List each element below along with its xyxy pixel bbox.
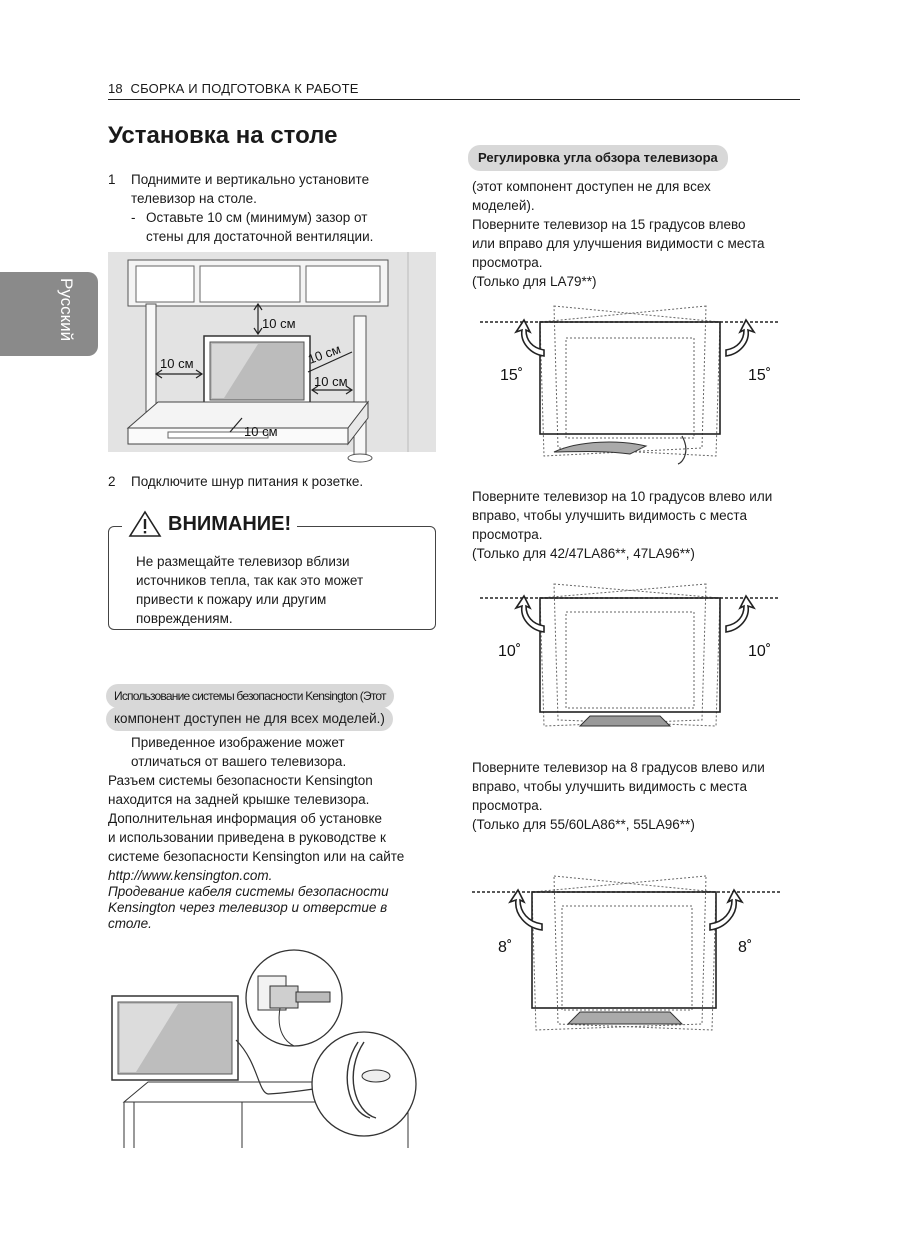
kensington-line: системе безопасности Kensington или на сайте xyxy=(108,849,405,864)
step-2-text: Подключите шнур питания к розетке. xyxy=(131,474,364,489)
intro-line: (Только для LA79**) xyxy=(472,274,597,289)
step-1-sub-line: Оставьте 10 см (минимум) зазор от xyxy=(146,210,368,225)
wall-shelf xyxy=(128,260,388,306)
intro-line: моделей). xyxy=(472,198,535,213)
intro-line: (этот компонент доступен не для всех xyxy=(472,179,711,194)
angle-diagram-15 xyxy=(470,290,790,470)
lock-detail-circle xyxy=(246,950,342,1046)
intro-line: Поверните телевизор на 15 градусов влево xyxy=(472,217,746,232)
kensington-line: Дополнительная информация об установке xyxy=(108,811,383,826)
warning-header xyxy=(122,510,297,538)
tv-outline xyxy=(532,892,716,1008)
tv-base-side xyxy=(678,436,686,464)
kensington-line: и использовании приведена в руководстве к xyxy=(108,830,386,845)
caption-line: Kensington через телевизор и отверстие в xyxy=(108,900,388,915)
installation-diagram xyxy=(108,252,436,468)
kensington-line: Приведенное изображение может xyxy=(131,735,345,750)
clearance-label-top: 10 см xyxy=(262,316,296,331)
step-1-number: 1 xyxy=(108,172,116,187)
rotated-outline xyxy=(532,876,716,1030)
warning-title: ВНИМАНИЕ! xyxy=(168,512,292,535)
warning-line: повреждениям. xyxy=(136,611,233,626)
kensington-note xyxy=(131,733,346,771)
para-line: просмотра. xyxy=(472,527,543,542)
angle-section-pill: Регулировка угла обзора телевизора xyxy=(468,145,728,171)
rotated-outline xyxy=(540,584,720,726)
angle-label-right: 15˚ xyxy=(748,367,772,384)
warning-icon xyxy=(128,510,162,538)
warning-line: источников тепла, так как это может xyxy=(136,573,364,588)
step-1-line: Поднимите и вертикально установите xyxy=(131,172,370,187)
para-line: (Только для 55/60LA86**, 55LA96**) xyxy=(472,817,695,832)
clearance-label-right: 10 см xyxy=(314,374,348,389)
tv-base xyxy=(554,442,646,454)
language-label: Русский xyxy=(57,278,76,342)
angle-label-right: 8˚ xyxy=(738,939,753,956)
step-1-sub-line: стены для достаточной вентиляции. xyxy=(146,229,374,244)
angle-para-8 xyxy=(472,758,765,834)
para-line: просмотра. xyxy=(472,798,543,813)
kensington-line: отличаться от вашего телевизора. xyxy=(131,754,347,769)
kensington-line: Разъем системы безопасности Kensington xyxy=(108,773,373,788)
tv-outline xyxy=(540,322,720,434)
kensington-body xyxy=(108,771,404,885)
page-title: Установка на столе xyxy=(108,122,338,149)
kensington-line: находится на задней крышке телевизора. xyxy=(108,792,370,807)
kensington-caption xyxy=(108,884,389,932)
angle-label-left: 8˚ xyxy=(498,939,513,956)
section-title: СБОРКА И ПОДГОТОВКА К РАБОТЕ xyxy=(130,81,359,96)
header-divider xyxy=(108,99,800,100)
para-line: (Только для 42/47LA86**, 47LA96**) xyxy=(472,546,695,561)
intro-line: или вправо для улучшения видимости с места xyxy=(472,236,765,251)
language-tab xyxy=(0,272,98,356)
step-1-line: телевизор на столе. xyxy=(131,191,257,206)
angle-para-10 xyxy=(472,487,772,563)
tv-base xyxy=(580,716,670,726)
warning-line: Не размещайте телевизор вблизи xyxy=(136,554,350,569)
warning-text xyxy=(136,552,363,628)
intro-line: просмотра. xyxy=(472,255,543,270)
warning-line: привести к пожару или другим xyxy=(136,592,327,607)
para-line: Поверните телевизор на 8 градусов влево или xyxy=(472,760,765,775)
page-header xyxy=(108,81,359,96)
tv-outline xyxy=(540,598,720,712)
caption-line: Продевание кабеля системы безопасности xyxy=(108,884,389,899)
step-1-text xyxy=(131,170,369,208)
kensington-illustration xyxy=(108,942,438,1148)
page-number: 18 xyxy=(108,81,123,96)
para-line: вправо, чтобы улучшить видимость с места xyxy=(472,779,747,794)
clearance-label-right-top: 10 см xyxy=(305,341,343,367)
step-2-number: 2 xyxy=(108,474,116,489)
tv-base xyxy=(568,1012,682,1024)
clearance-label-bottom: 10 см xyxy=(244,424,278,439)
angle-diagram-8 xyxy=(470,866,790,1036)
kensington-url[interactable]: http://www.kensington.com. xyxy=(108,868,273,883)
rotate-arrows xyxy=(510,890,742,930)
angle-intro xyxy=(472,177,765,291)
rotate-arrows xyxy=(516,596,754,632)
angle-diagram-10 xyxy=(470,570,790,740)
hole-detail-circle xyxy=(312,1032,416,1136)
para-line: Поверните телевизор на 10 градусов влево или xyxy=(472,489,773,504)
clearance-label-left: 10 см xyxy=(160,356,194,371)
kensington-pill-line2: компонент доступен не для всех моделей.) xyxy=(106,707,393,731)
kensington-pill-line1: Использование системы безопасности Kensington (Этот xyxy=(106,684,394,708)
step-1-sub-text xyxy=(146,208,373,246)
angle-label-right: 10˚ xyxy=(748,643,772,660)
angle-label-left: 15˚ xyxy=(500,367,524,384)
caption-line: столе. xyxy=(108,916,152,931)
tv-front-view xyxy=(112,996,238,1089)
step-1-dash: - xyxy=(131,210,136,225)
para-line: вправо, чтобы улучшить видимость с места xyxy=(472,508,747,523)
angle-label-left: 10˚ xyxy=(498,643,522,660)
